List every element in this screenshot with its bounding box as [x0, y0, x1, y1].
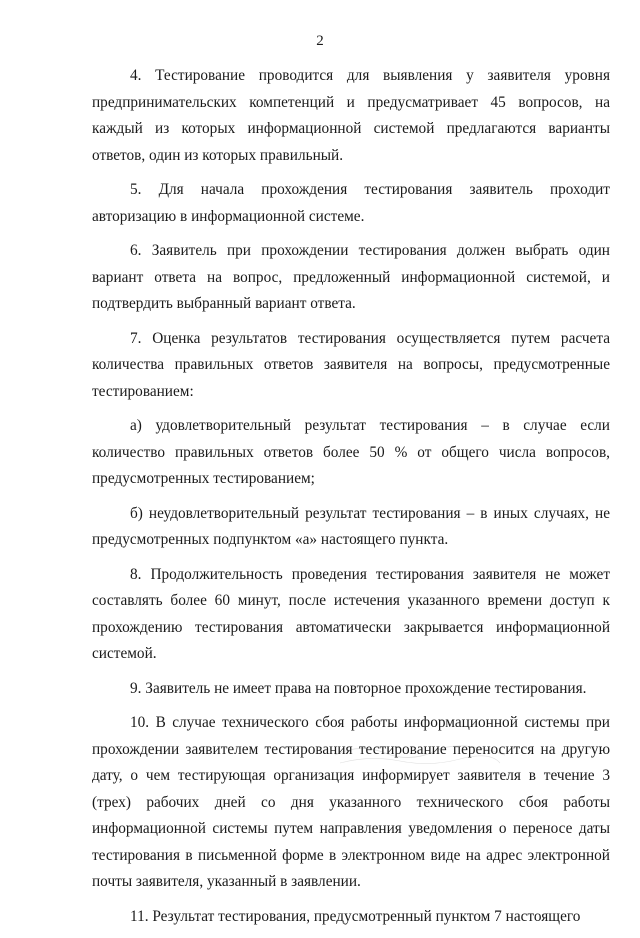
paragraph-6: 6. Заявитель при прохождении тестирования должен выбрать один вариант ответа на вопрос, предложенный информационной системой, и подтвердить выбранный вариант ответа. [92, 242, 610, 312]
paragraph-5: 5. Для начала прохождения тестирования заявитель проходит авторизацию в информационной системе. [92, 181, 610, 225]
document-body [92, 63, 610, 938]
paragraph-10: 10. В случае технического сбоя работы информационной системы при прохождении заявителем тестирования тестирование переносится на другую дату, о чем тестирующая организация информирует заявителя в течение 3 (трех) рабочих дней со дня указанного технического сбоя работы информационной системы путем направления уведомления о переносе даты тестирования в письменной форме в электронном виде на адрес электронной почты заявителя, указанный в заявлении. [92, 714, 610, 890]
paragraph-9: 9. Заявитель не имеет права на повторное прохождение тестирования. [130, 679, 587, 697]
paragraph-11: 11. Результат тестирования, предусмотренный пунктом 7 настоящего [130, 907, 581, 925]
paragraph-7: 7. Оценка результатов тестирования осуществляется путем расчета количества правильных ответов заявителя на вопросы, предусмотренные тестированием: [92, 329, 610, 400]
paragraph-7a: а) удовлетворительный результат тестирования – в случае если количество правильных ответов более 50 % от общего числа вопросов, предусмотренных тестированием; [92, 417, 610, 487]
paragraph-8: 8. Продолжительность проведения тестирования заявителя не может составлять более 60 минут, после истечения указанного времени доступ к прохождению тестирования автоматически закрывается информационной системой. [92, 565, 610, 662]
paragraph-4: 4. Тестирование проводится для выявления у заявителя уровня предпринимательских компетенций и предусматривает 45 вопросов, на каждый из которых информационной системой предлагаются варианты ответов, один из которых правильный. [92, 67, 610, 164]
page-number: 2 [316, 33, 324, 49]
faint-stamp-mark [330, 735, 510, 771]
paragraph-7b: б) неудовлетворительный результат тестирования – в иных случаях, не предусмотренных подпунктом «а» настоящего пункта. [92, 504, 610, 548]
